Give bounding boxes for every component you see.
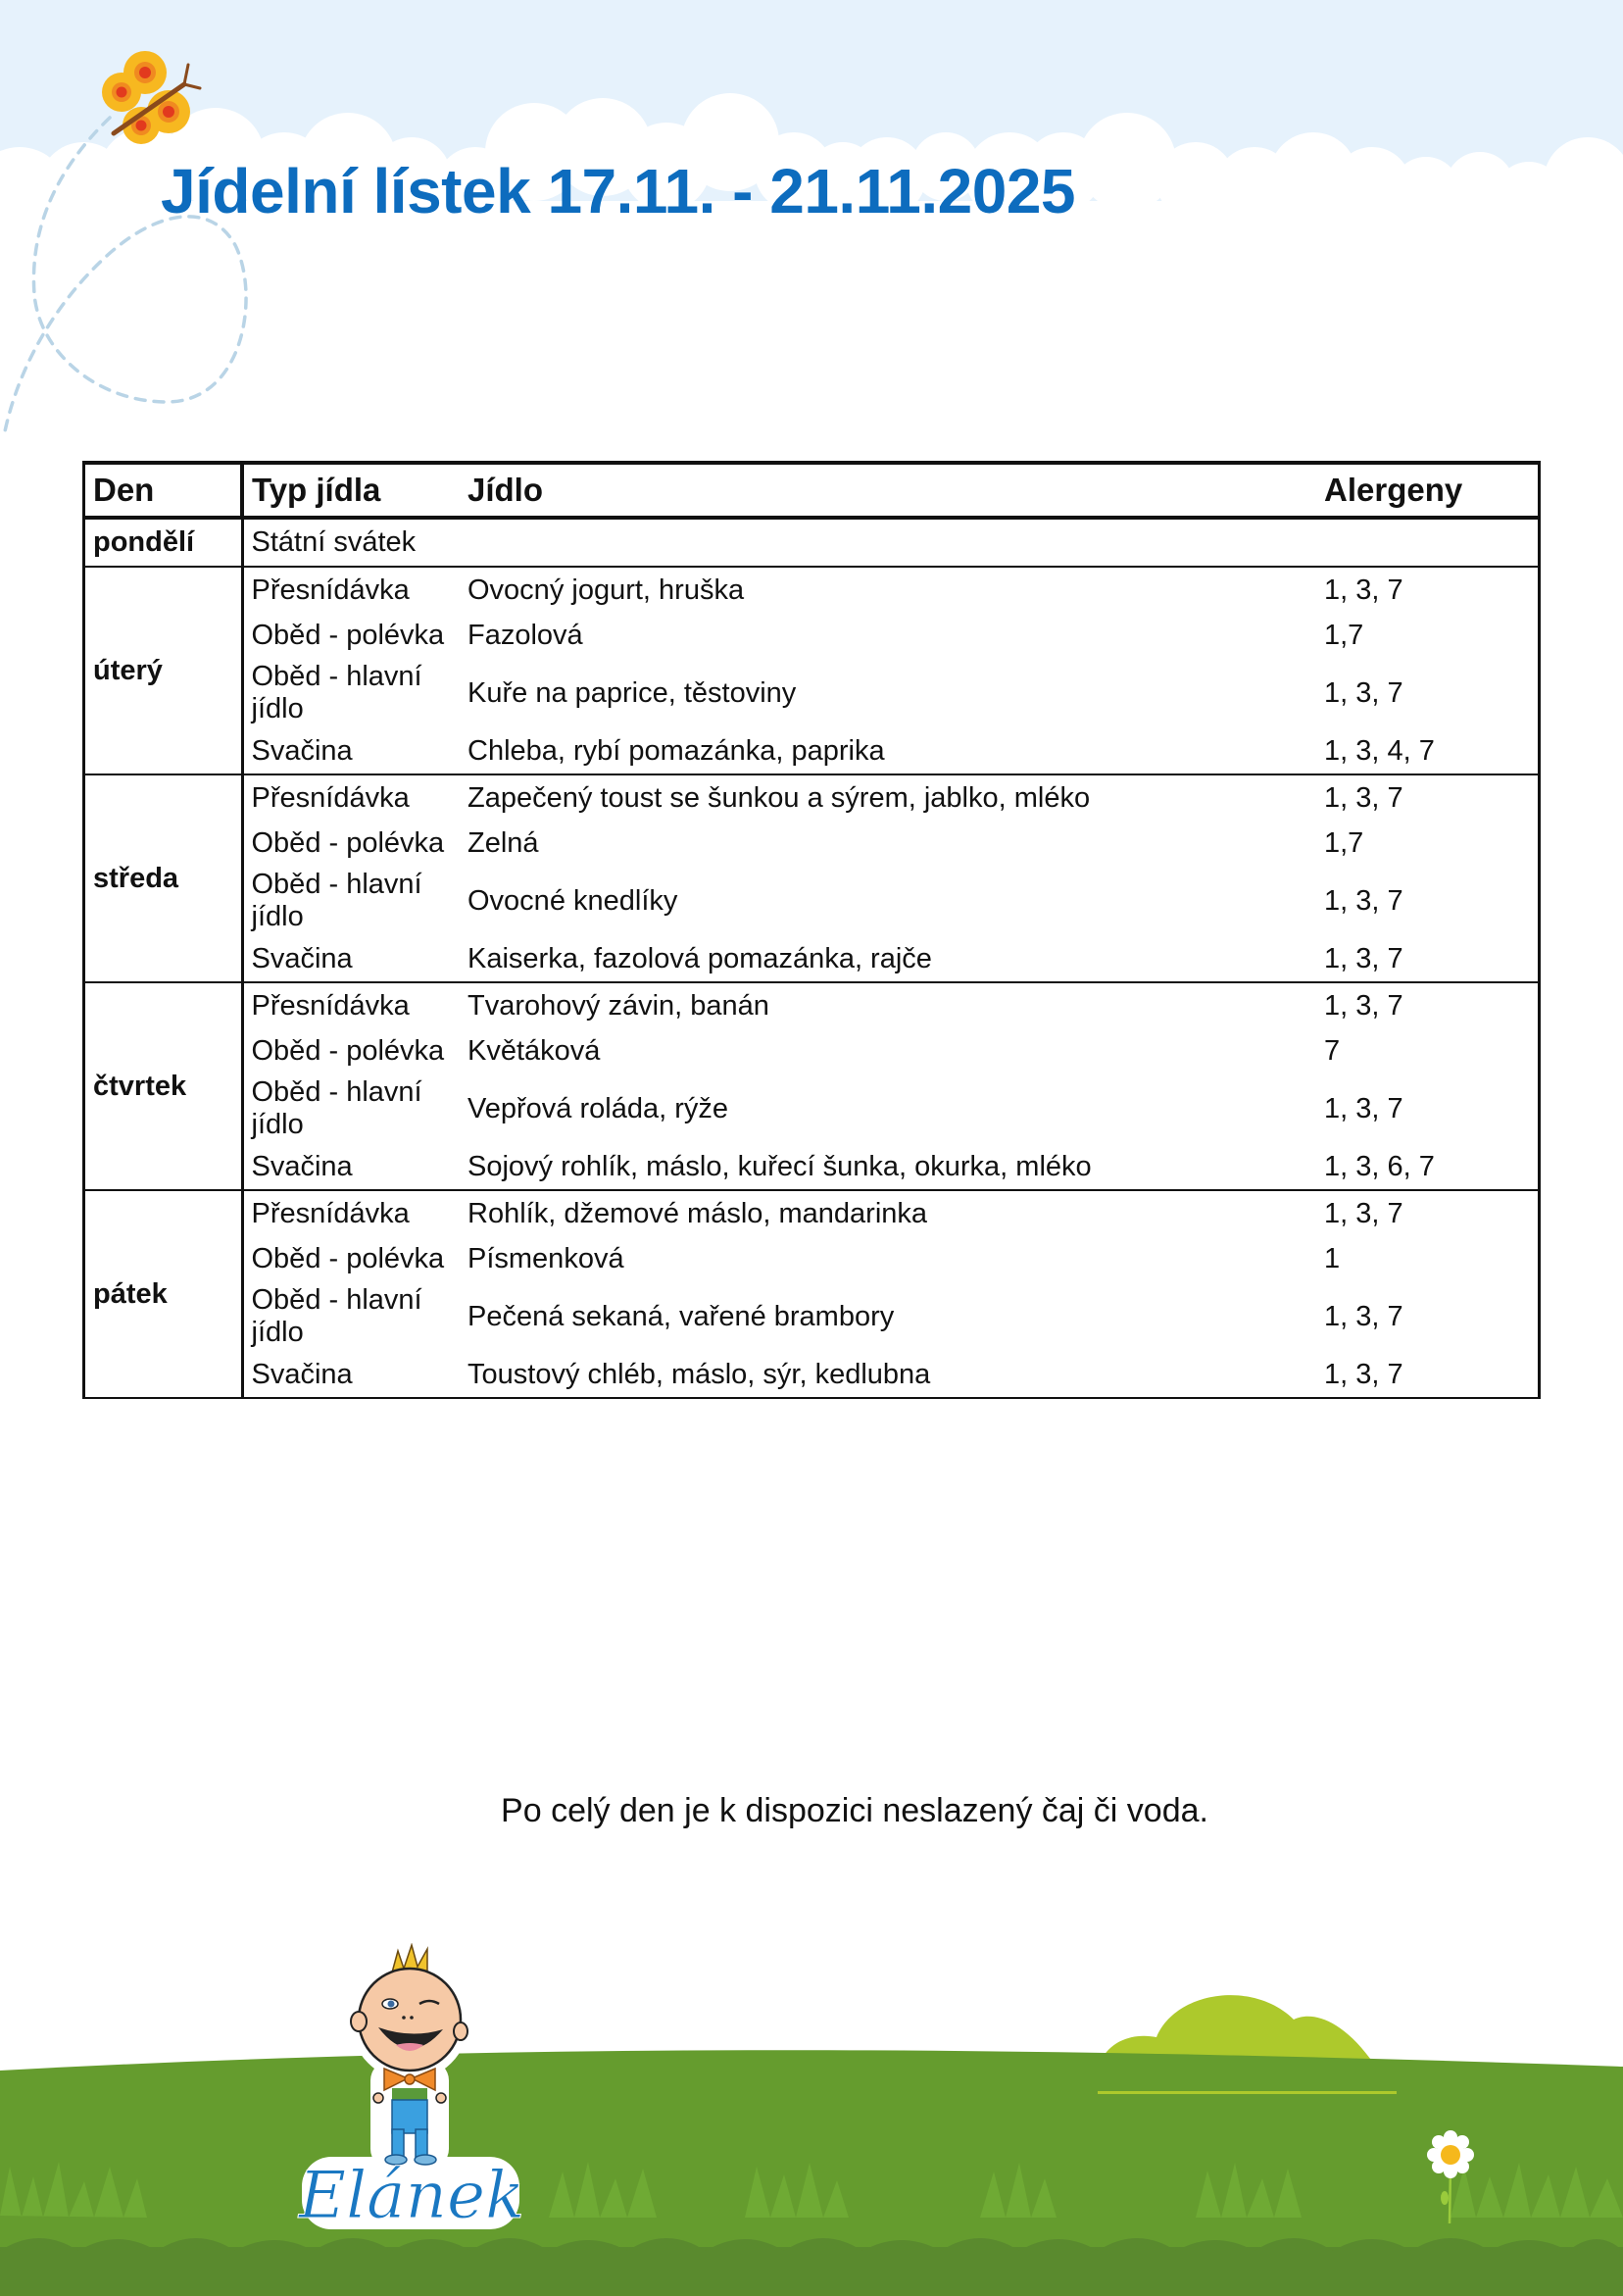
meal-type-cell: Oběd - polévka bbox=[251, 1242, 445, 1274]
meal-row bbox=[84, 728, 1540, 774]
food-cell: Vepřová roláda, rýže bbox=[467, 1092, 728, 1124]
allergens-cell: 1, 3, 7 bbox=[1316, 1073, 1540, 1144]
meal-row bbox=[84, 658, 1540, 728]
allergens-cell: 1,7 bbox=[1316, 613, 1540, 658]
food-cell: Toustový chléb, máslo, sýr, kedlubna bbox=[460, 1352, 1316, 1398]
meal-row bbox=[84, 774, 1540, 821]
allergens-cell: 1, 3, 7 bbox=[1316, 866, 1540, 936]
meal-row bbox=[84, 567, 1540, 613]
meal-type-cell: Oběd - polévka bbox=[251, 1034, 445, 1067]
allergens-cell: 1, 3, 7 bbox=[1316, 1352, 1540, 1398]
allergens-cell: 1, 3, 7 bbox=[1316, 774, 1540, 821]
food-cell: Ovocný jogurt, hruška bbox=[460, 567, 1316, 613]
allergens-cell: 1, 3, 6, 7 bbox=[1316, 1144, 1540, 1190]
meal-type-cell: Přesnídávka bbox=[242, 567, 460, 613]
meal-row bbox=[84, 613, 1540, 658]
column-header-food: Jídlo bbox=[460, 463, 1316, 518]
allergens-cell: 7 bbox=[1316, 1028, 1540, 1073]
allergens-cell: 1, 3, 7 bbox=[1316, 1190, 1540, 1236]
food-cell: Zelná bbox=[467, 826, 539, 859]
butterfly-icon bbox=[94, 45, 204, 147]
meal-row bbox=[84, 1352, 1540, 1398]
food-cell: Ovocné knedlíky bbox=[467, 884, 678, 917]
allergens-cell: 1 bbox=[1316, 1236, 1540, 1281]
food-cell: Sojový rohlík, máslo, kuřecí šunka, okurka, mléko bbox=[467, 1150, 1092, 1182]
meal-type-cell: Svačina bbox=[242, 1352, 460, 1398]
day-cell: pondělí bbox=[84, 518, 243, 567]
meal-type-cell: Přesnídávka bbox=[242, 1190, 460, 1236]
meal-type-cell: Svačina bbox=[251, 942, 353, 974]
meal-row bbox=[84, 1190, 1540, 1236]
elanek-mascot-logo bbox=[294, 1943, 529, 2237]
meal-row bbox=[84, 1144, 1540, 1190]
meal-type-cell: Svačina bbox=[251, 1150, 353, 1182]
meal-type-cell: Oběd - hlavní jídlo bbox=[251, 1284, 422, 1348]
day-cell: úterý bbox=[84, 567, 243, 774]
meal-type-cell: Oběd - hlavní jídlo bbox=[251, 1076, 422, 1140]
meal-type-cell: Oběd - hlavní jídlo bbox=[251, 869, 422, 932]
allergens-cell: 1, 3, 7 bbox=[1316, 1281, 1540, 1352]
food-cell: Zapečený toust se šunkou a sýrem, jablko, mléko bbox=[460, 774, 1316, 821]
food-cell: Písmenková bbox=[467, 1242, 624, 1274]
meal-row bbox=[84, 982, 1540, 1028]
meal-row bbox=[84, 936, 1540, 982]
menu-table bbox=[82, 461, 1541, 1399]
allergens-cell: 1,7 bbox=[1316, 821, 1540, 866]
allergens-cell: 1, 3, 7 bbox=[1316, 936, 1540, 982]
meal-type-cell: Oběd - hlavní jídlo bbox=[251, 661, 422, 724]
day-cell: středa bbox=[84, 774, 243, 982]
logo-text: Elánek bbox=[298, 2158, 525, 2233]
allergens-cell: 1, 3, 7 bbox=[1316, 567, 1540, 613]
column-header-day: Den bbox=[84, 463, 243, 518]
food-cell: Kaiserka, fazolová pomazánka, rajče bbox=[467, 942, 932, 974]
meal-row bbox=[84, 1281, 1540, 1352]
food-cell: Fazolová bbox=[467, 619, 583, 651]
meal-type-cell: Oběd - polévka bbox=[251, 826, 445, 859]
food-cell: Rohlík, džemové máslo, mandarinka bbox=[460, 1190, 1316, 1236]
grass-ground-decoration bbox=[0, 1961, 1623, 2296]
food-cell: Chleba, rybí pomazánka, paprika bbox=[467, 734, 885, 767]
column-header-meal-type: Typ jídla bbox=[242, 463, 460, 518]
daisy-flower-icon bbox=[1421, 2127, 1480, 2225]
meal-type-cell: Svačina bbox=[251, 734, 353, 767]
meal-type-cell: Přesnídávka bbox=[242, 774, 460, 821]
meal-row bbox=[84, 1236, 1540, 1281]
meal-row bbox=[84, 821, 1540, 866]
meal-row bbox=[84, 1073, 1540, 1144]
column-header-allergens: Alergeny bbox=[1316, 463, 1540, 518]
allergens-cell: 1, 3, 7 bbox=[1316, 658, 1540, 728]
meal-type-cell: Oběd - polévka bbox=[251, 619, 445, 651]
meal-type-cell: Přesnídávka bbox=[242, 982, 460, 1028]
drinks-note: Po celý den je k dispozici neslazený čaj či voda. bbox=[501, 1792, 1208, 1829]
holiday-row bbox=[84, 518, 1540, 567]
food-cell: Tvarohový závin, banán bbox=[460, 982, 1316, 1028]
holiday-text: Státní svátek bbox=[242, 518, 1316, 567]
allergens-cell: 1, 3, 4, 7 bbox=[1316, 728, 1540, 774]
food-cell: Kuře na paprice, těstoviny bbox=[467, 676, 797, 709]
meal-row bbox=[84, 866, 1540, 936]
table-header-row bbox=[84, 463, 1540, 518]
day-cell: čtvrtek bbox=[84, 982, 243, 1190]
food-cell: Pečená sekaná, vařené brambory bbox=[467, 1300, 895, 1332]
meal-row bbox=[84, 1028, 1540, 1073]
food-cell: Květáková bbox=[467, 1034, 601, 1067]
allergens-cell: 1, 3, 7 bbox=[1316, 982, 1540, 1028]
day-cell: pátek bbox=[84, 1190, 243, 1398]
page-title: Jídelní lístek 17.11. - 21.11.2025 bbox=[161, 156, 1075, 226]
allergens-cell-empty bbox=[1316, 518, 1540, 567]
